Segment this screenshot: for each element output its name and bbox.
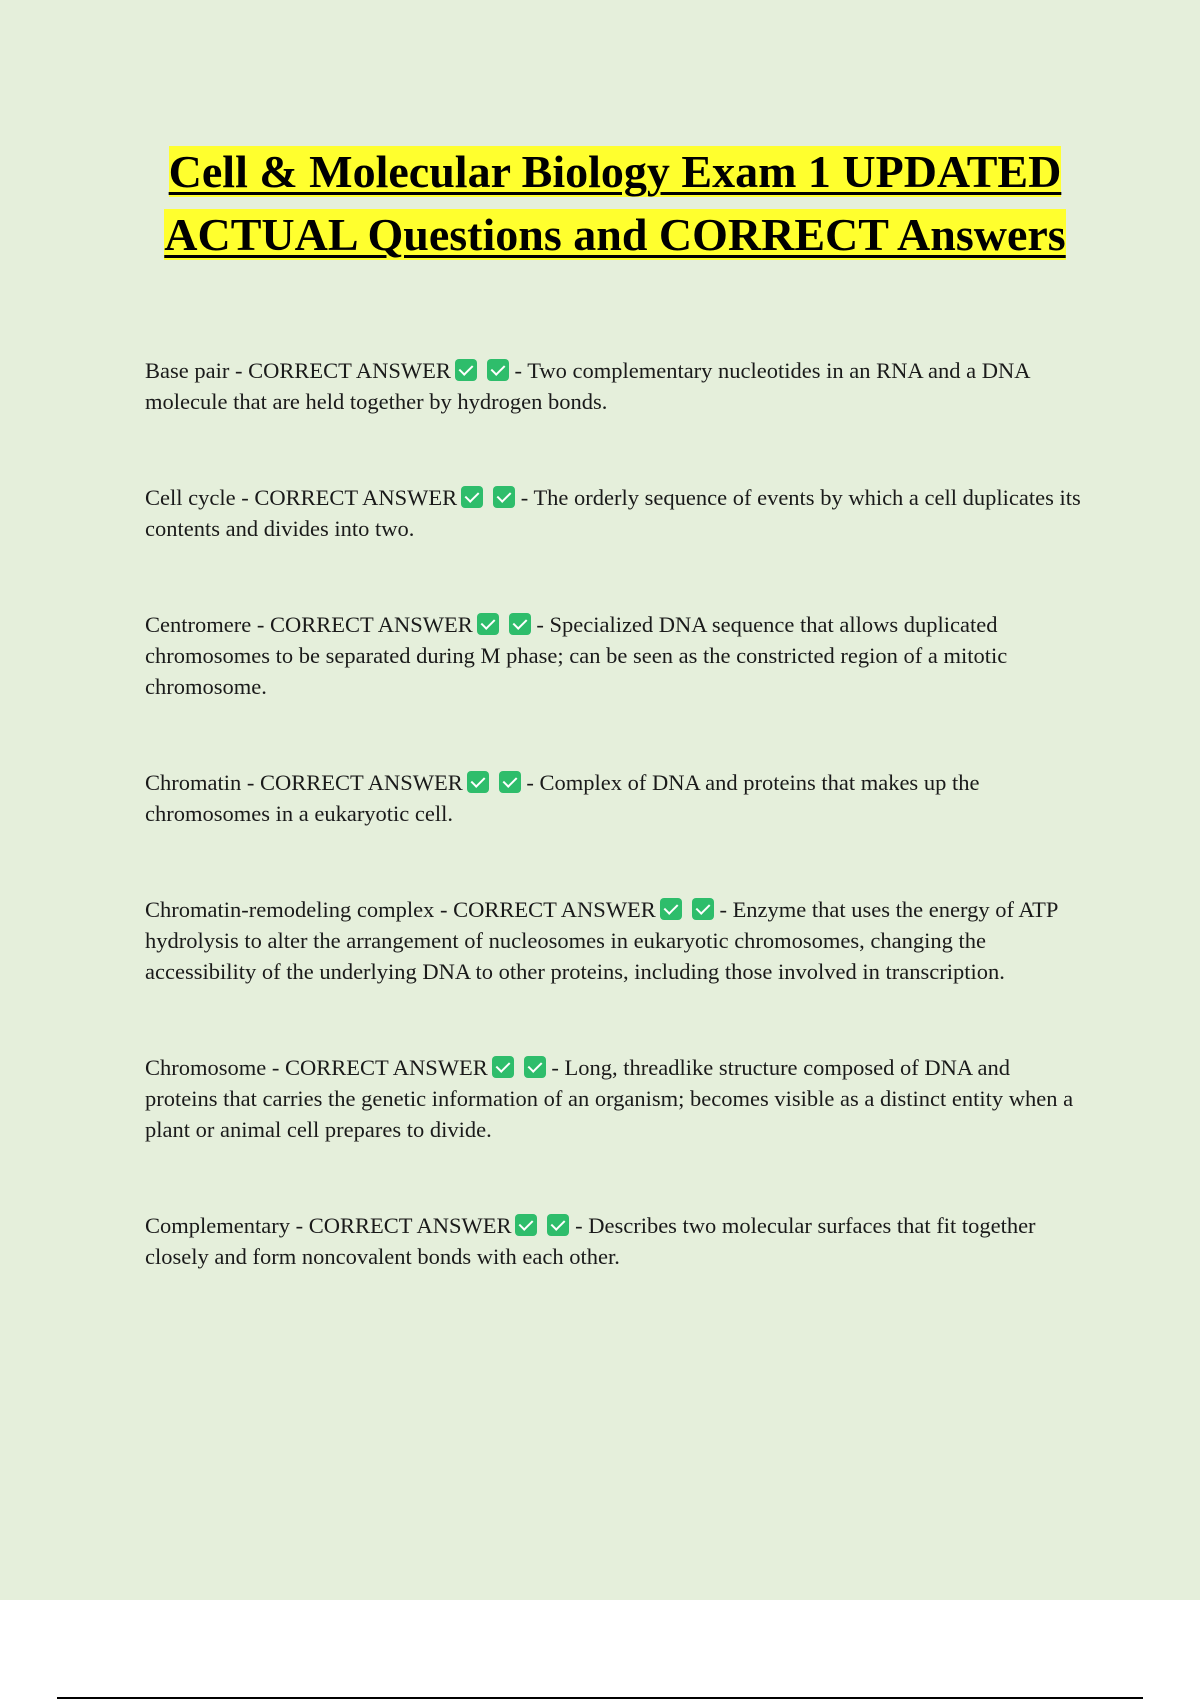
entry: Complementary - CORRECT ANSWER - Describes two molecular surfaces that fit together closely and form noncovalent bonds with each other. (145, 1213, 1036, 1269)
check-mark-icon (509, 613, 531, 635)
entry: Chromatin-remodeling complex - CORRECT ANSWER - Enzyme that uses the energy of ATP hydrolysis to alter the arrangement of nucleosomes in eukaryotic chromosomes, changing the accessibility of the underlying DNA to other proteins, including those involved in transcription. (145, 897, 1058, 984)
entry: Cell cycle - CORRECT ANSWER - The orderly sequence of events by which a cell duplicates its contents and divides into two. (145, 485, 1081, 541)
check-mark-icon (499, 771, 521, 793)
answer-label: CORRECT ANSWER (248, 358, 451, 383)
answer-label: CORRECT ANSWER (285, 1055, 488, 1080)
entry: Base pair - CORRECT ANSWER - Two complementary nucleotides in an RNA and a DNA molecule that are held together by hydrogen bonds. (145, 358, 1030, 414)
check-mark-icon (461, 486, 483, 508)
answer-label: CORRECT ANSWER (453, 897, 656, 922)
entry-term: Centromere (145, 612, 252, 637)
entry: Chromatin - CORRECT ANSWER - Complex of DNA and proteins that makes up the chromosomes in a eukaryotic cell. (145, 770, 980, 826)
answer-label: CORRECT ANSWER (254, 485, 458, 510)
entry-definition: Enzyme that uses the energy of ATP hydrolysis to alter the arrangement of nucleosomes in eukaryotic chromosomes, changing the accessibility of the underlying DNA to other proteins, including those involved in transcription. (145, 897, 1058, 984)
entry-definition: Describes two molecular surfaces that fit together closely and form noncovalent bonds with each other. (145, 1213, 1036, 1269)
footer-divider (57, 1697, 1143, 1699)
entry-term: Cell cycle (145, 485, 236, 510)
answer-label: CORRECT ANSWER (308, 1213, 512, 1238)
entry-list (145, 355, 1085, 1272)
title-highlight: Cell & Molecular Biology Exam 1 UPDATED ACTUAL Questions and CORRECT Answers (164, 146, 1066, 260)
check-mark-icon (524, 1056, 546, 1078)
check-mark-icon (692, 898, 714, 920)
entry-term: Complementary (145, 1213, 290, 1238)
entry: Centromere - CORRECT ANSWER - Specialized DNA sequence that allows duplicated chromosomes to be separated during M phase; can be seen as the constricted region of a mitotic chromosome. (145, 612, 1008, 699)
entry-term: Base pair (145, 358, 230, 383)
entry: Chromosome - CORRECT ANSWER - Long, threadlike structure composed of DNA and proteins that carries the genetic information of an organism; becomes visible as a distinct entity when a plant or animal cell prepares to divide. (145, 1055, 1074, 1142)
entry-term: Chromatin-remodeling complex (145, 897, 435, 922)
check-mark-icon (477, 613, 499, 635)
check-mark-icon (515, 1214, 537, 1236)
entry-definition: Two complementary nucleotides in an RNA and a DNA molecule that are held together by hydrogen bonds. (145, 358, 1030, 414)
check-mark-icon (455, 359, 477, 381)
answer-label: CORRECT ANSWER (269, 612, 473, 637)
entry-term: Chromosome (145, 1055, 267, 1080)
check-mark-icon (547, 1214, 569, 1236)
entry-definition: Specialized DNA sequence that allows duplicated chromosomes to be separated during M phase; can be seen as the constricted region of a mitotic chromosome. (145, 612, 1008, 699)
entry-definition: Complex of DNA and proteins that makes up the chromosomes in a eukaryotic cell. (145, 770, 980, 826)
entry-definition: The orderly sequence of events by which a cell duplicates its contents and divides into two. (145, 485, 1081, 541)
check-mark-icon (492, 1056, 514, 1078)
check-mark-icon (467, 771, 489, 793)
check-mark-icon (660, 898, 682, 920)
check-mark-icon (493, 486, 515, 508)
entry-definition: Long, threadlike structure composed of DNA and proteins that carries the genetic information of an organism; becomes visible as a distinct entity when a plant or animal cell prepares to divide. (145, 1055, 1074, 1142)
document-title (130, 140, 1100, 266)
check-mark-icon (487, 359, 509, 381)
answer-label: CORRECT ANSWER (260, 770, 463, 795)
entry-term: Chromatin (145, 770, 242, 795)
